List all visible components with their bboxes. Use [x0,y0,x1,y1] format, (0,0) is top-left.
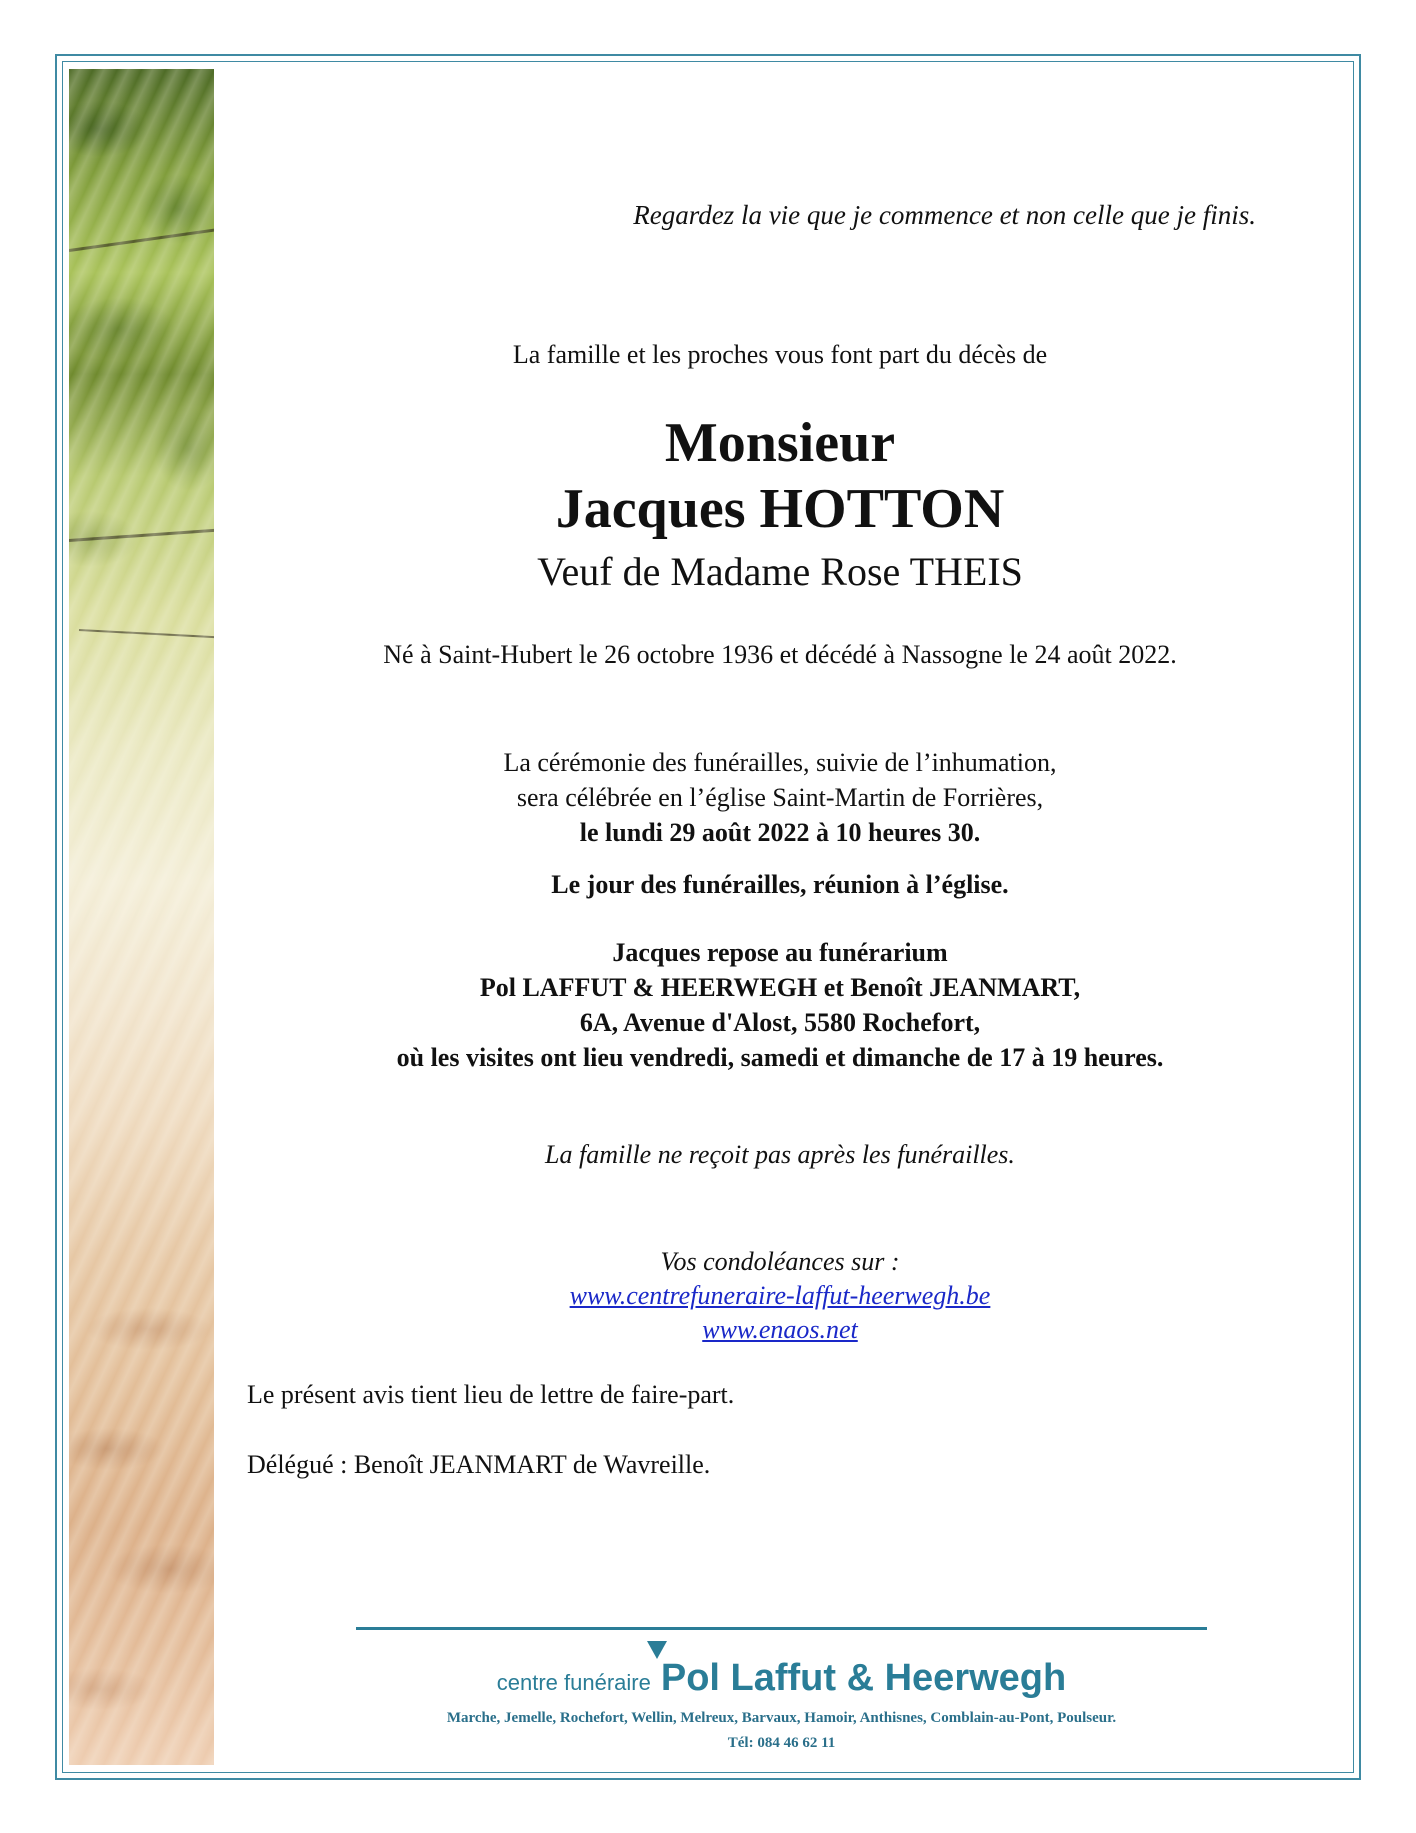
title-honorific: Monsieur [664,412,896,474]
visiting-hours: où les visites ont lieu vendredi, samedi et dimanche de 17 à 19 heures. [396,1043,1164,1072]
notice-statement: Le présent avis tient lieu de lettre de faire-part. [247,1380,735,1409]
logo-subtitle: centre funéraire [496,1670,651,1695]
light-rays [69,69,214,1765]
deceased-name: Jacques HOTTON [555,478,1005,540]
announcement-intro: La famille et les proches vous font part du décès de [512,340,1048,369]
funerarium-line-2: Pol LAFFUT & HEERWEGH et Benoît JEANMART, [479,973,1081,1002]
funeral-home-logo [356,1657,1207,1700]
funerarium-address: 6A, Avenue d'Alost, 5580 Rochefort, [579,1008,981,1037]
footer-divider [356,1627,1207,1630]
birth-death-line: Né à Saint-Hubert le 26 octobre 1936 et décédé à Nassogne le 24 août 2022. [383,640,1177,669]
gathering-note: Le jour des funérailles, réunion à l’église. [551,870,1009,899]
forest-path-image [69,69,214,1765]
condolences-link-enaos[interactable]: www.enaos.net [702,1315,858,1344]
page-border-inner [62,61,1354,1773]
ceremony-block [250,745,1310,850]
footer-phone: Tél: 084 46 62 11 [727,1735,836,1751]
funerarium-block [250,935,1310,1075]
widow-line: Veuf de Madame Rose THEIS [537,549,1023,594]
condolences-label: Vos condoléances sur : [660,1247,900,1276]
logo-name: Pol Laffut & Heerwegh [660,1657,1067,1699]
ceremony-line-1: La cérémonie des funérailles, suivie de l’inhumation, [503,748,1057,777]
no-reception-note: La famille ne reçoit pas après les funérailles. [545,1140,1015,1169]
deceased-name-block [250,410,1310,542]
delegate-line: Délégué : Benoît JEANMART de Wavreille. [247,1450,711,1479]
condolences-link-laffut[interactable]: www.centrefuneraire-laffut-heerwegh.be [569,1281,991,1310]
ceremony-line-2: sera célébrée en l’église Saint-Martin de Forrières, [516,783,1044,812]
epigraph-quote: Regardez la vie que je commence et non celle que je finis. [633,200,1256,230]
ceremony-date: le lundi 29 août 2022 à 10 heures 30. [579,818,981,847]
condolences-block [250,1245,1310,1347]
funerarium-line-1: Jacques repose au funérarium [612,938,948,967]
footer-locations: Marche, Jemelle, Rochefort, Wellin, Melreux, Barvaux, Hamoir, Anthisnes, Comblain-au-Pont, Poulseur. [446,1710,1117,1726]
